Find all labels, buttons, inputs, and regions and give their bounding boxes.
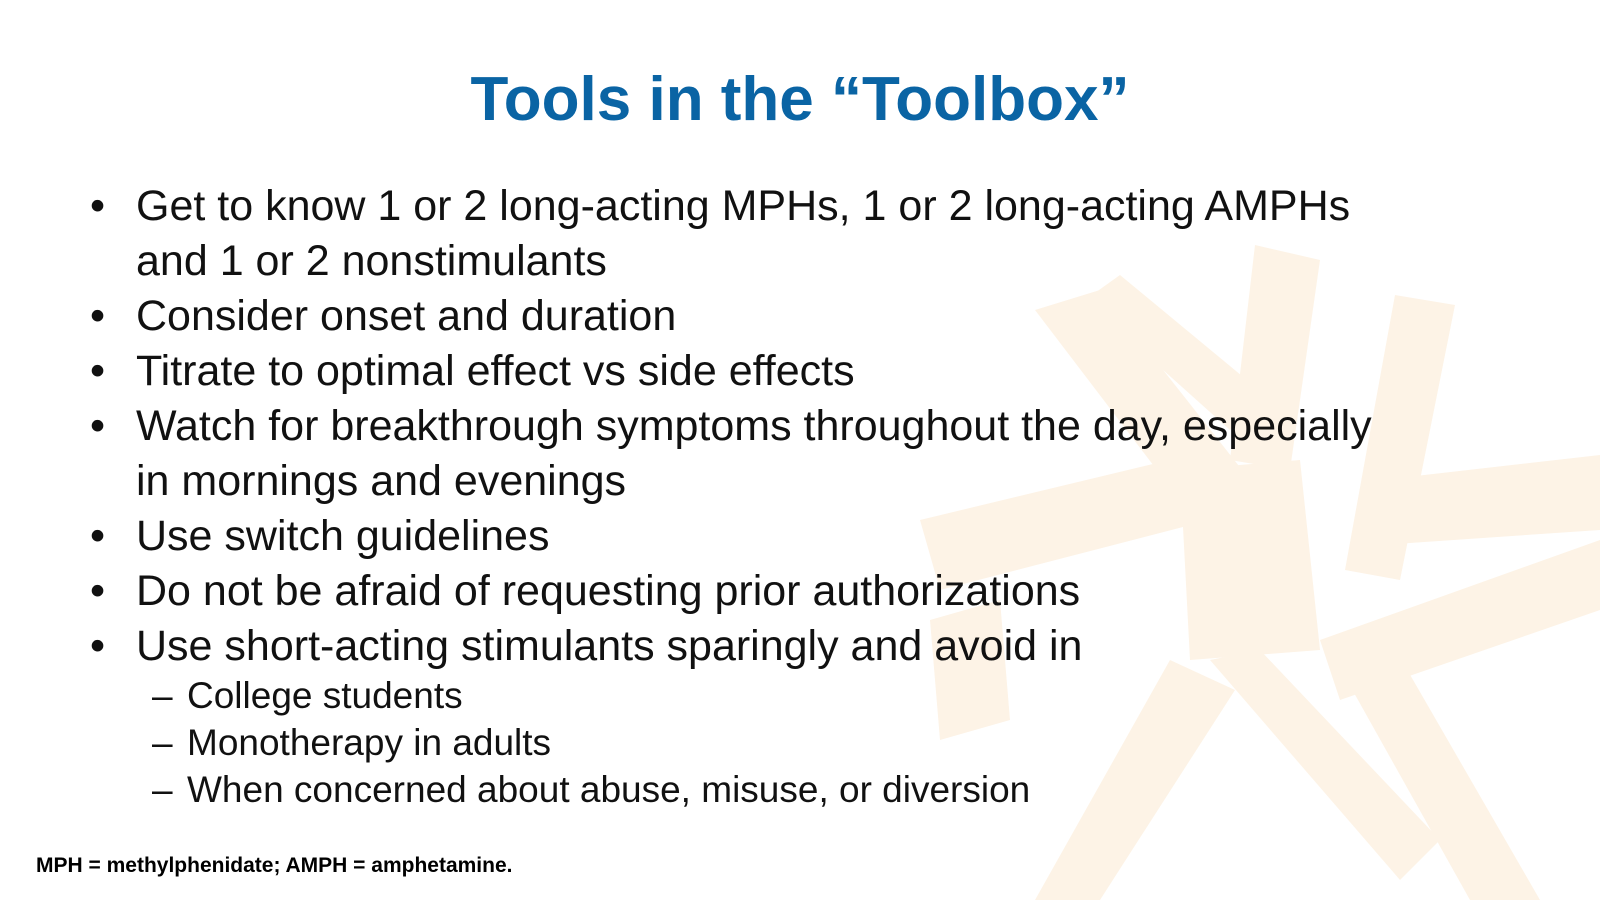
bullet-dot-icon: •	[90, 402, 106, 450]
bullet-dot-icon: •	[90, 567, 106, 615]
sub-bullet-1: College students	[187, 675, 463, 716]
footnote: MPH = methylphenidate; AMPH = amphetamine.	[36, 854, 513, 877]
bullet-6-line-1: Do not be afraid of requesting prior authorizations	[136, 567, 1081, 615]
sub-bullet-2: Monotherapy in adults	[187, 722, 552, 763]
bullet-1-line-2: and 1 or 2 nonstimulants	[136, 237, 607, 285]
dash-icon: –	[152, 675, 173, 716]
slide-title: Tools in the “Toolbox”	[470, 65, 1130, 134]
bullet-dot-icon: •	[90, 182, 106, 230]
bullet-dot-icon: •	[90, 622, 106, 670]
dash-icon: –	[152, 769, 173, 810]
bullet-2-line-1: Consider onset and duration	[136, 292, 677, 340]
bullet-3-line-1: Titrate to optimal effect vs side effects	[136, 347, 855, 395]
bullet-dot-icon: •	[90, 292, 106, 340]
bullet-5-line-1: Use switch guidelines	[136, 512, 550, 560]
bullet-7-line-1: Use short-acting stimulants sparingly and avoid in	[136, 622, 1083, 670]
bullet-dot-icon: •	[90, 347, 106, 395]
dash-icon: –	[152, 722, 173, 763]
bullet-1-line-1: Get to know 1 or 2 long-acting MPHs, 1 or 2 long-acting AMPHs	[136, 182, 1351, 230]
bullet-4-line-2: in mornings and evenings	[136, 457, 627, 505]
bullet-4-line-1: Watch for breakthrough symptoms throughout the day, especially	[136, 402, 1372, 450]
bullet-dot-icon: •	[90, 512, 106, 560]
sub-bullet-3: When concerned about abuse, misuse, or diversion	[187, 769, 1031, 810]
